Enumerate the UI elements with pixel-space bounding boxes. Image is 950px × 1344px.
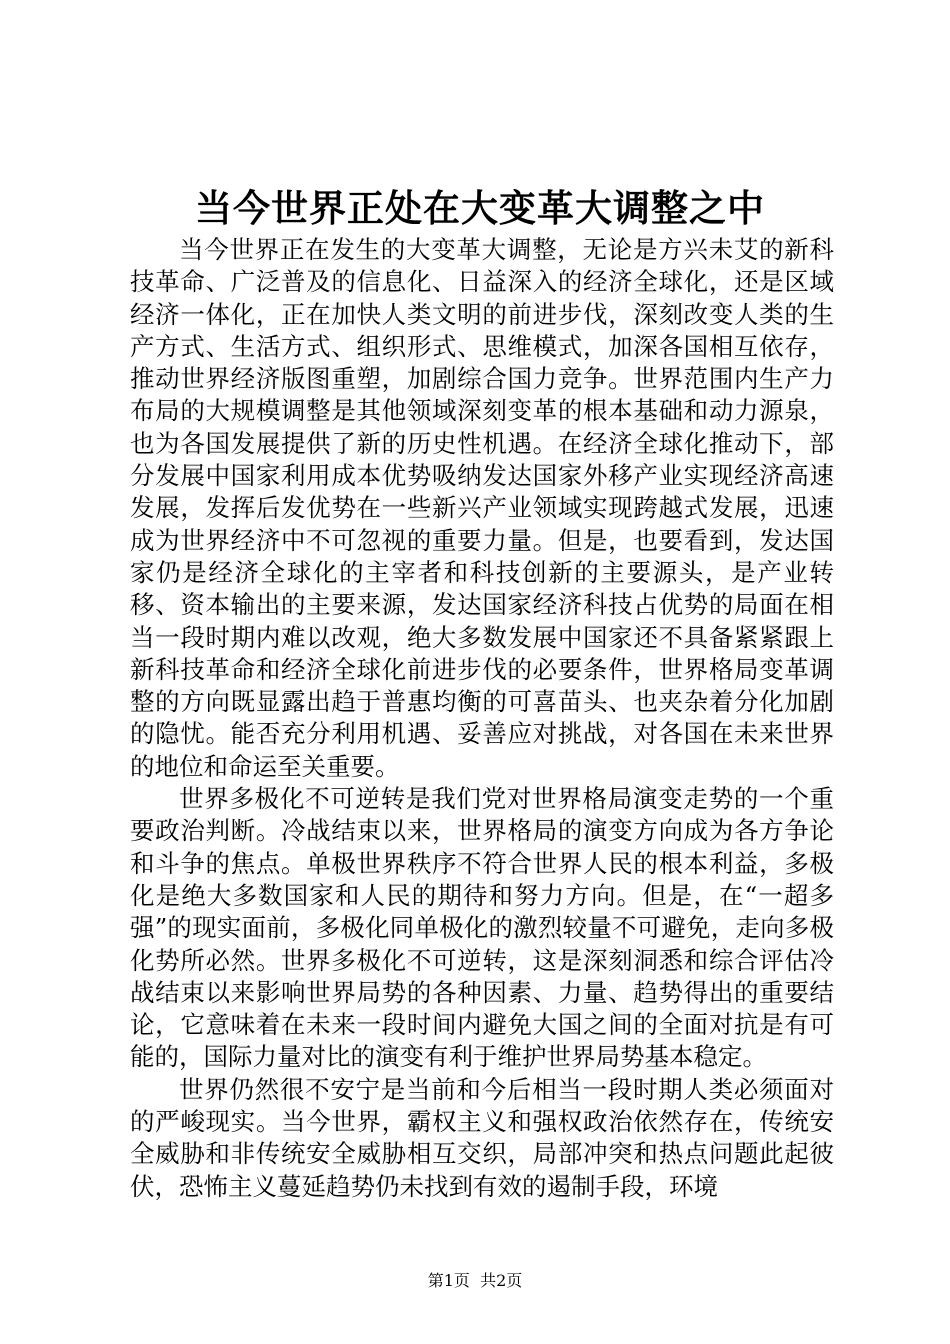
paragraph-3: 世界仍然很不安宁是当前和今后相当一段时期人类必须面对的严峻现实。当今世界，霸权主义和强权政治依然存在，传统安全威胁和非传统安全威胁相互交织，局部冲突和热点问题此起彼伏，恐怖主义蔓延趋势仍未找到有效的遏制手段，环境: [130, 1074, 834, 1201]
paragraph-2: 世界多极化不可逆转是我们党对世界格局演变走势的一个重要政治判断。冷战结束以来，世界格局的演变方向成为各方争论和斗争的焦点。单极世界秩序不符合世界人民的根本利益，多极化是绝大多数国家和人民的期待和努力方向。但是，在“一超多强”的现实面前，多极化同单极化的激烈较量不可避免，走向多极化势所必然。世界多极化不可逆转，这是深刻洞悉和综合评估冷战结束以来影响世界局势的各种因素、力量、趋势得出的重要结论，它意味着在未来一段时间内避免大国之间的全面对抗是有可能的，国际力量对比的演变有利于维护世界局势基本稳定。: [130, 784, 834, 1072]
page-footer: [0, 1271, 950, 1291]
page-number-label: 第1页 共2页: [427, 1271, 523, 1290]
document-title: 当今世界正处在大变革大调整之中: [195, 186, 765, 230]
paragraph-1: 当今世界正在发生的大变革大调整，无论是方兴未艾的新科技革命、广泛普及的信息化、日益深入的经济全球化，还是区域经济一体化，正在加快人类文明的前进步伐，深刻改变人类的生产方式、生活方式、组织形式、思维模式，加深各国相互依存，推动世界经济版图重塑，加剧综合国力竞争。世界范围内生产力布局的大规模调整是其他领域深刻变革的根本基础和动力源泉，也为各国发展提供了新的历史性机遇。在经济全球化推动下，部分发展中国家利用成本优势吸纳发达国家外移产业实现经济高速发展，发挥后发优势在一些新兴产业领域实现跨越式发展，迅速成为世界经济中不可忽视的重要力量。但是，也要看到，发达国家仍是经济全球化的主宰者和科技创新的主要源头，是产业转移、资本输出的主要来源，发达国家经济科技占优势的局面在相当一段时期内难以改观，绝大多数发展中国家还不具备紧紧跟上新科技革命和经济全球化前进步伐的必要条件，世界格局变革调整的方向既显露出趋于普惠均衡的可喜苗头、也夹杂着分化加剧的隐忧。能否充分利用机遇、妥善应对挑战，对各国在未来世界的地位和命运至关重要。: [130, 235, 834, 781]
document-body: [130, 234, 834, 1203]
